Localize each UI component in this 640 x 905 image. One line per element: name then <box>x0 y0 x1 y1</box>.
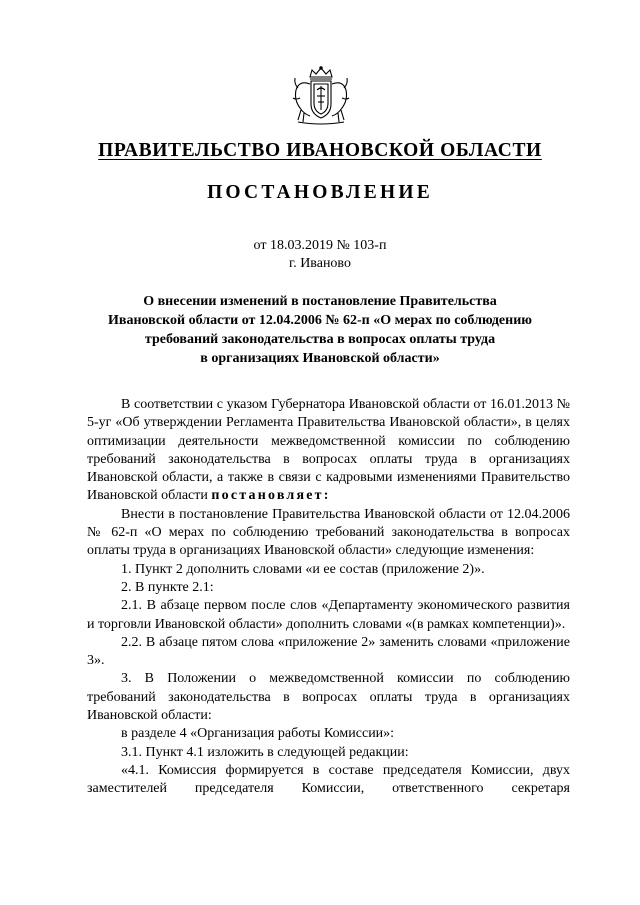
preamble-paragraph <box>87 396 570 506</box>
subject-line: Ивановской области от 12.04.2006 № 62-п «О мерах по соблюдению <box>108 313 532 328</box>
item-paragraph: в разделе 4 «Организация работы Комиссии»: <box>121 726 395 742</box>
item-paragraph: 3. В Положении о межведомственной комиссии по соблюдению требований законодательства в вопросах оплаты труда в организациях Ивановской области: <box>87 671 570 724</box>
item-paragraph: 3.1. Пункт 4.1 изложить в следующей редакции: <box>121 744 409 760</box>
document-city: г. Иваново <box>289 256 351 271</box>
item-paragraph: 2. В пункте 2.1: <box>121 579 214 595</box>
government-title: ПРАВИТЕЛЬСТВО ИВАНОВСКОЙ ОБЛАСТИ <box>98 140 542 161</box>
document-body <box>87 396 570 799</box>
document-type-title: ПОСТАНОВЛЕНИЕ <box>207 182 433 203</box>
subject-line: в организациях Ивановской области» <box>200 351 440 366</box>
item-paragraph-continued: «4.1. Комиссия формируется в составе председателя Комиссии, двух заместителей председателя Комиссии, ответственного секретаря <box>87 762 570 797</box>
document-subject <box>80 292 560 368</box>
subject-line: О внесении изменений в постановление Правительства <box>143 294 497 309</box>
ivanovo-coat-of-arms-icon <box>290 64 352 126</box>
preamble-text: В соответствии с указом Губернатора Ивановской области от 16.01.2013 № 5-уг «Об утверждении Регламента Правительства Ивановской области», в целях оптимизации деятельности межведомственной комиссии по соблюдению требований законодательства в вопросах оплаты труда в организациях Ивановской области, а также в связи с кадровыми изменениями Правительство Ивановской области <box>87 397 570 504</box>
intro-paragraph: Внести в постановление Правительства Ивановской области от 12.04.2006 № 62-п «О мерах по соблюдению требований законодательства в вопросах оплаты труда в организациях Ивановской области» следующие изменения: <box>87 506 570 559</box>
item-paragraph: 2.2. В абзаце пятом слова «приложение 2» заменить словами «приложение 3». <box>87 634 570 669</box>
item-paragraph: 1. Пункт 2 дополнить словами «и ее состав (приложение 2)». <box>121 561 485 577</box>
document-date-number: от 18.03.2019 № 103-п <box>253 238 387 253</box>
subject-line: требований законодательства в вопросах оплаты труда <box>144 332 496 347</box>
resolves-keyword: постановляет: <box>211 488 331 504</box>
item-paragraph: 2.1. В абзаце первом после слов «Департаменту экономического развития и торговли Ивановской области» дополнить словами «(в рамках компетенции)». <box>87 598 570 632</box>
